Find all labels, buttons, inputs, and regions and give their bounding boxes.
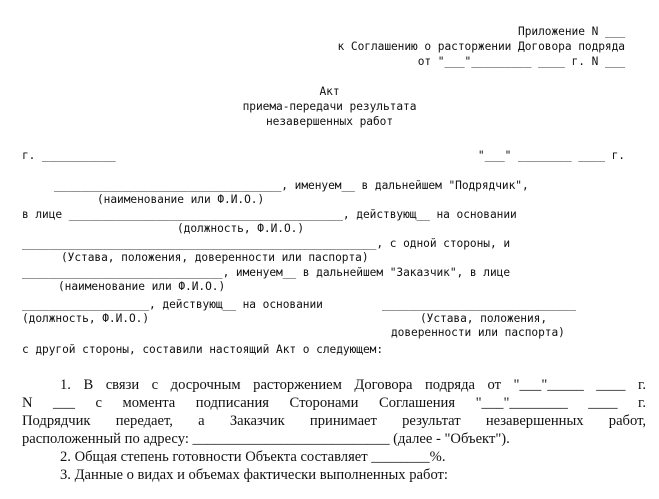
contractor-line: __________________________________, именуем__ в дальнейшем "Подрядчик", (54, 179, 529, 192)
customer-basis-note-2: доверенности или паспорта) (391, 326, 565, 339)
clause-2: 2. Общая степень готовности Объекта составляет ________%. (60, 449, 446, 465)
contractor-rep-line: в лице _________________________________________, действующ__ на основании (22, 208, 517, 221)
contractor-basis-note: (Устава, положения, доверенности или паспорта) (61, 251, 369, 264)
clause-3: 3. Данные о видах и объемах фактически выполненных работ: (60, 467, 448, 483)
agreement-reference: к Соглашению о расторжении Договора подряда (337, 40, 625, 53)
customer-name-note: (наименование или Ф.И.О.) (58, 280, 226, 293)
appendix-number: Приложение N ___ (518, 25, 625, 38)
city-field: г. ___________ (22, 149, 116, 162)
clause-1-line-2: N ___ с момента подписания Сторонами Соглашения "___"________ ____ г. (22, 395, 646, 411)
act-subtitle-1: приема-передачи результата (242, 100, 417, 113)
clause-1-line-3: Подрядчик передает, а Заказчик принимает результат незавершенных работ, (22, 413, 646, 429)
clause-1-line-1: 1. В связи с досрочным расторжением Договора подряда от "___"_____ ____ г. (60, 377, 646, 393)
clause-1-line-4: расположенный по адресу: ___________________________ (далее - "Объект"). (22, 431, 510, 447)
customer-line: ______________________________, именуем__ в дальнейшем "Заказчик", в лице (22, 266, 511, 279)
other-party-line: с другой стороны, составили настоящий Акт о следующем: (22, 343, 384, 356)
act-subtitle-2: незавершенных работ (265, 115, 394, 128)
contractor-rep-note: (должность, Ф.И.О.) (177, 222, 305, 235)
customer-basis-blank: _____________________________ (382, 298, 576, 311)
contractor-name-note: (наименование или Ф.И.О.) (97, 193, 265, 206)
customer-rep-line: ___________________, действующ__ на основании (22, 298, 323, 311)
agreement-date: от "___"_________ ____ г. N ___ (417, 55, 625, 68)
contractor-basis-line: _____________________________________________________, с одной стороны, и (22, 237, 511, 250)
act-title: Акт (319, 85, 340, 98)
act-date-field: "___" ________ ____ г. (477, 149, 625, 162)
customer-basis-note-1: (Устава, положения, (420, 312, 548, 325)
customer-rep-note: (должность, Ф.И.О.) (22, 312, 150, 325)
